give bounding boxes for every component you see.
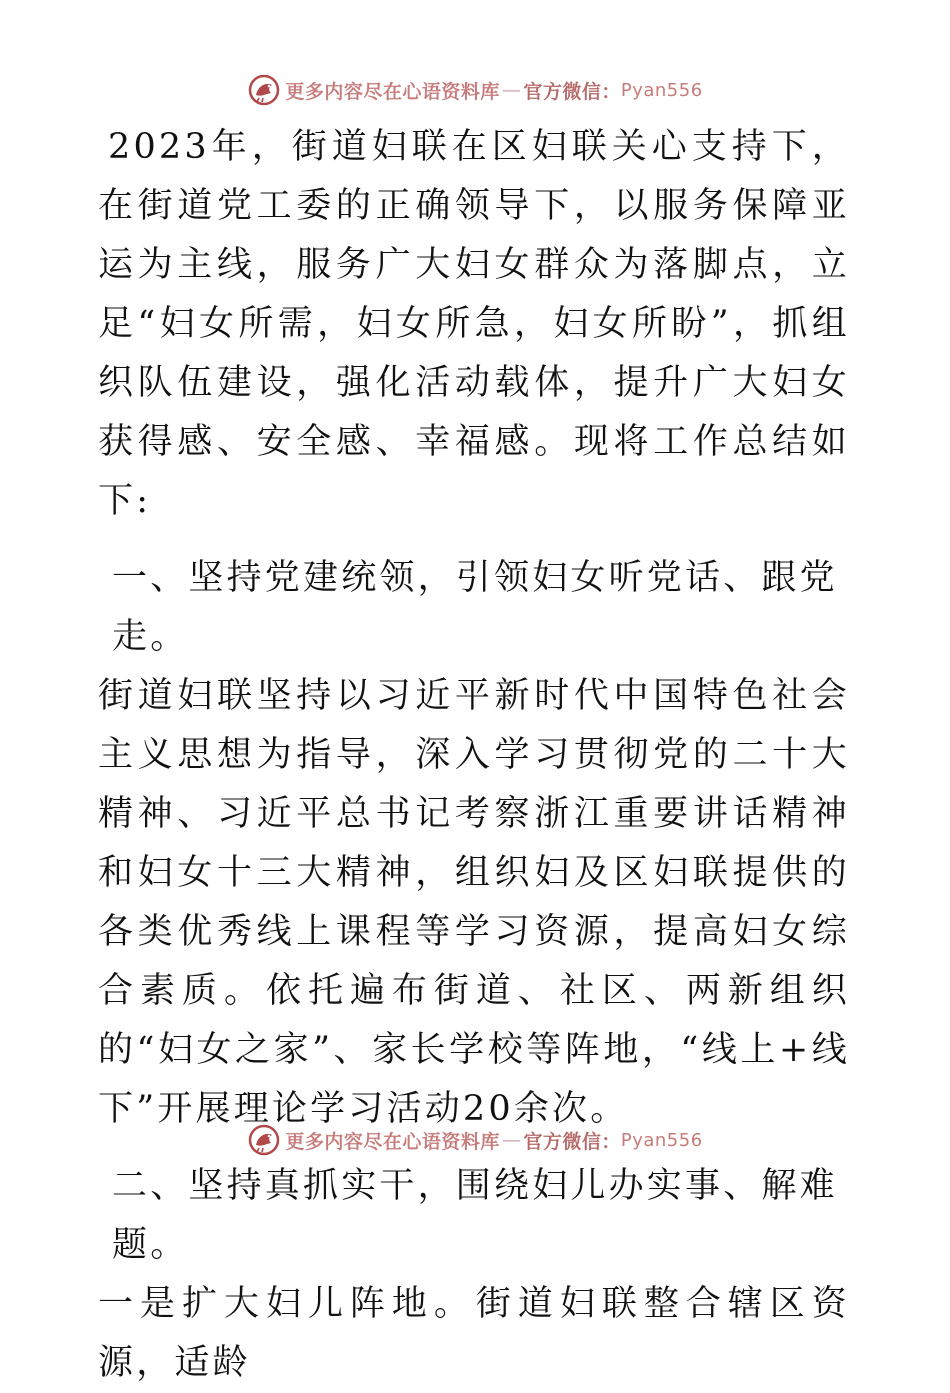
watermark-footer xyxy=(0,1120,950,1160)
rooster-seal-icon xyxy=(247,1123,281,1157)
section1-paragraph: 街道妇联坚持以习近平新时代中国特色社会主义思想为指导，深入学习贯彻党的二十大精神、习近平总书记考察浙江重要讲话精神和妇女十三大精神，组织妇及区妇联提供的各类优秀线上课程等学习资源，提高妇女综合素质。依托遍布街道、社区、两新组织的“妇女之家”、家长学校等阵地，“线上+线下”开展理论学习活动20余次。 xyxy=(98,676,850,1129)
watermark-main-text: 更多内容尽在心语资料库 xyxy=(285,1130,500,1153)
rooster-seal-icon xyxy=(247,73,281,107)
watermark-main-text: 更多内容尽在心语资料库 xyxy=(285,80,500,103)
watermark-label: 官方微信： xyxy=(523,1130,621,1153)
section2-paragraph: 一是扩大妇儿阵地。街道妇联整合辖区资源，适龄 xyxy=(98,1284,850,1383)
section1-heading: 一、坚持党建统领，引领妇女听党话、跟党走。 xyxy=(112,558,838,657)
watermark-id: Pyan556 xyxy=(620,1129,703,1151)
document-body xyxy=(98,118,850,1393)
section2-heading: 二、坚持真抓实干，围绕妇儿办实事、解难题。 xyxy=(112,1166,838,1265)
intro-paragraph: 2023年，街道妇联在区妇联关心支持下，在街道党工委的正确领导下，以服务保障亚运为主线，服务广大妇女群众为落脚点，立足“妇女所需，妇女所急，妇女所盼”，抓组织队伍建设，强化活动载体，提升广大妇女获得感、安全感、幸福感。现将工作总结如下: xyxy=(98,127,850,521)
watermark-id: Pyan556 xyxy=(620,79,703,101)
watermark-separator: — xyxy=(501,1129,522,1151)
watermark-header xyxy=(0,70,950,110)
watermark-separator: — xyxy=(501,79,522,101)
watermark-label: 官方微信： xyxy=(523,80,621,103)
